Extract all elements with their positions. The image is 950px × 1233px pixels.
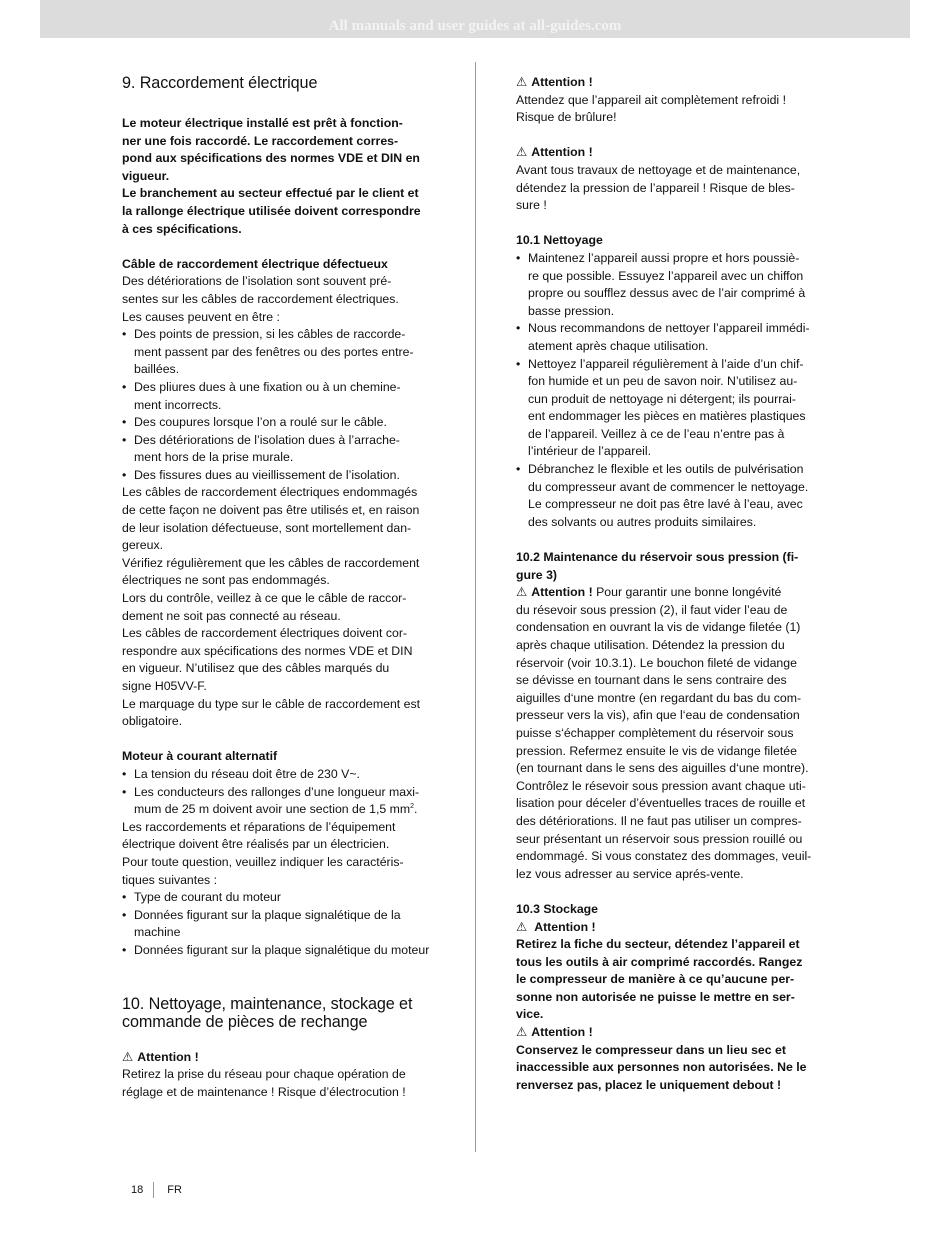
text-line: signe H05VV-F. bbox=[122, 679, 207, 693]
cable-bullets bbox=[122, 326, 440, 484]
list-item-line: • Nous recommandons de nettoyer l’appareil immédi- bbox=[528, 321, 810, 336]
section-10-2-first-line: ⚠ Attention ! Pour garantir une bonne longévité bbox=[516, 585, 782, 600]
motor-bullets bbox=[122, 889, 440, 959]
text-line: dement ne soit pas connecté au réseau. bbox=[122, 608, 341, 623]
text-line: réservoir (voir 10.3.1). Le bouchon fileté de vidange bbox=[516, 655, 797, 670]
page-footer bbox=[131, 1182, 182, 1198]
list-item-line: fon humide et un peu de savon noir. N’utilisez au- bbox=[528, 374, 798, 389]
text-line: vice. bbox=[516, 1007, 544, 1022]
list-item-line: ment hors de la prise murale. bbox=[134, 450, 294, 465]
text-line: Les raccordements et réparations de l’équipement bbox=[122, 819, 396, 834]
warning-icon: ⚠ bbox=[516, 75, 528, 89]
text-line: Conservez le compresseur dans un lieu sec et bbox=[516, 1042, 786, 1057]
section-10-heading: 10. Nettoyage, maintenance, stockage et commande de pièces de rechange bbox=[122, 994, 413, 1031]
text-line: Vérifiez régulièrement que les câbles de raccordement bbox=[122, 555, 420, 570]
cable-after bbox=[122, 484, 440, 730]
text-line: (en tournant dans le sens des aiguilles d‘une montre). bbox=[516, 761, 809, 776]
list-item: • La tension du réseau doit être de 230 V~. bbox=[122, 766, 440, 784]
cleaning-bullets bbox=[516, 250, 826, 532]
text-line: Contrôlez le résevoir sous pression avant chaque uti- bbox=[516, 778, 806, 793]
text-line: inaccessible aux personnes non autorisées. Ne le bbox=[516, 1060, 807, 1075]
intro-bold bbox=[122, 115, 440, 238]
text-line: lisation pour déceler d’éventuelles traces de rouille et bbox=[516, 796, 806, 811]
text-line: endommagé. Si vous constatez des dommages, veuil- bbox=[516, 849, 812, 864]
list-item-line: ment incorrects. bbox=[134, 397, 222, 412]
attention-label: ⚠ Attention ! bbox=[516, 75, 593, 89]
section-10-2-body bbox=[516, 602, 826, 884]
list-item-line: machine bbox=[134, 925, 181, 940]
list-item bbox=[122, 379, 440, 414]
text-line: des détériorations. Il ne faut pas utiliser un compres- bbox=[516, 813, 802, 828]
list-item-line: du compresseur avant de commencer le nettoyage. bbox=[528, 479, 809, 494]
attention-label: ⚠ Attention ! bbox=[516, 1025, 593, 1040]
list-item-line: • Données figurant sur la plaque signalétique du moteur bbox=[134, 942, 430, 957]
text-line: Des détériorations de l’isolation sont souvent pré- bbox=[122, 274, 392, 289]
text-line: Risque de brûlure! bbox=[516, 110, 617, 125]
cable-intro bbox=[122, 273, 440, 326]
list-item-line: • Débranchez le flexible et les outils de pulvérisation bbox=[528, 462, 804, 477]
motor-title: Moteur à courant alternatif bbox=[122, 749, 278, 764]
section-9-heading: 9. Raccordement électrique bbox=[122, 74, 318, 92]
list-item bbox=[122, 467, 440, 485]
text-line: Le moteur électrique installé est prêt à fonction- bbox=[122, 116, 403, 130]
text-line: Attendez que l’appareil ait complètement refroidi ! bbox=[516, 92, 786, 107]
text-line: du résevoir sous pression (2), il faut vider l’eau de bbox=[516, 602, 788, 617]
list-item-line: basse pression. bbox=[528, 303, 615, 318]
left-column bbox=[122, 74, 440, 1101]
list-item bbox=[122, 907, 440, 942]
text-line: Retirez la prise du réseau pour chaque opération de bbox=[122, 1067, 406, 1082]
text-line: aiguilles d‘une montre (en regardant du bas du com- bbox=[516, 690, 802, 705]
list-item-line: • Maintenez l’appareil aussi propre et hors poussiè- bbox=[528, 250, 800, 265]
list-item-line: propre ou soufflez dessus avec de l’air comprimé à bbox=[528, 286, 806, 301]
text-line: Pour toute question, veuillez indiquer les caractéris- bbox=[122, 854, 404, 869]
text-line: condensation en ouvrant la vis de vidange filetée (1) bbox=[516, 620, 801, 635]
page-number: 18 bbox=[131, 1184, 144, 1196]
cable-title: Câble de raccordement électrique défectueux bbox=[122, 256, 388, 271]
list-item-line: • Des coupures lorsque l’on a roulé sur le câble. bbox=[134, 415, 387, 430]
text-line: 10.2 Maintenance du réservoir sous pression (fi- bbox=[516, 550, 799, 565]
list-item bbox=[122, 942, 440, 960]
text-line: ner une fois raccordé. Le raccordement corres- bbox=[122, 133, 399, 148]
motor-voltage-bullets bbox=[122, 766, 440, 819]
list-item bbox=[516, 250, 826, 320]
list-item-line: • Des points de pression, si les câbles de raccorde- bbox=[134, 327, 406, 342]
text-line: pond aux spécifications des normes VDE et DIN en bbox=[122, 151, 420, 166]
text-line: réglage et de maintenance ! Risque d’électrocution ! bbox=[122, 1084, 406, 1099]
text-line: sonne non autorisée ne puisse le mettre en ser- bbox=[516, 989, 795, 1004]
warning-icon: ⚠ bbox=[516, 1025, 528, 1040]
text-line: presseur vers la vis), afin que l‘eau de condensation bbox=[516, 708, 800, 723]
list-item-line: • Des fissures dues au vieillissement de l’isolation. bbox=[134, 467, 400, 482]
warn-burn bbox=[516, 92, 826, 127]
list-item bbox=[122, 326, 440, 379]
warn-pressure bbox=[516, 162, 826, 215]
list-item-line: Le compresseur ne doit pas être lavé à l’eau, avec bbox=[528, 497, 803, 512]
text-line: Le branchement au secteur effectué par le client et bbox=[122, 186, 419, 201]
text-line: Les câbles de raccordement électriques endommagés bbox=[122, 485, 418, 500]
text-line: détendez la pression de l’appareil ! Risque de bles- bbox=[516, 180, 795, 195]
text-line: puisse s‘échapper complètement du réservoir sous bbox=[516, 725, 794, 740]
right-column bbox=[516, 74, 826, 1094]
text-line: Le marquage du type sur le câble de raccordement est bbox=[122, 696, 421, 711]
attention-text bbox=[122, 1066, 440, 1101]
text-line: Les câbles de raccordement électriques doivent cor- bbox=[122, 626, 408, 641]
warning-icon: ⚠ bbox=[516, 585, 528, 600]
text-line: respondre aux spécifications des normes VDE et DIN bbox=[122, 643, 413, 658]
list-item-line: des solvants ou autres produits similaires. bbox=[528, 514, 757, 529]
text-line: lez vous adresser au service aprés-vente. bbox=[516, 866, 744, 881]
list-item-line: re que possible. Essuyez l’appareil avec un chiffon bbox=[528, 268, 804, 283]
text-line: gereux. bbox=[122, 538, 164, 553]
text-line: la rallonge électrique utilisée doivent correspondre bbox=[122, 203, 421, 218]
list-item bbox=[516, 320, 826, 355]
text-line: tous les outils à air comprimé raccordés. Rangez bbox=[516, 954, 803, 969]
list-item-line: • Données figurant sur la plaque signalétique de la bbox=[134, 907, 401, 922]
list-item bbox=[122, 889, 440, 907]
text-line: de leur isolation défectueuse, sont mortellement dan- bbox=[122, 520, 412, 535]
list-item-line: • Des pliures dues à une fixation ou à un chemine- bbox=[134, 379, 401, 394]
text-line: vigueur. bbox=[122, 168, 170, 183]
text-line: sure ! bbox=[516, 198, 547, 213]
list-item-line: de l’appareil. Veillez à ce de l’eau n’entre pas à bbox=[528, 426, 785, 441]
text-line: obligatoire. bbox=[122, 714, 183, 729]
attention-label: ⚠ Attention ! bbox=[516, 919, 596, 934]
list-item bbox=[516, 356, 826, 462]
warning-icon: ⚠ bbox=[122, 1049, 134, 1064]
section-10-2-title bbox=[516, 549, 826, 584]
section-10-1-title: 10.1 Nettoyage bbox=[516, 233, 603, 248]
list-item-line: l’intérieur de l’appareil. bbox=[528, 444, 652, 459]
list-item: • Les conducteurs des rallonges d’une longueur maxi- mum de 25 m doivent avoir une section de 1,5 $mm^2$. bbox=[122, 784, 440, 819]
text-line: Lors du contrôle, veillez à ce que le câble de raccor- bbox=[122, 591, 407, 606]
column-divider bbox=[475, 62, 476, 1152]
text-line: Les causes peuvent en être : bbox=[122, 309, 280, 324]
text-line: électrique doivent être réalisés par un électricien. bbox=[122, 837, 390, 852]
storage-warning-2 bbox=[516, 1042, 826, 1095]
text-line: le compresseur de manière à ce qu’aucune per- bbox=[516, 972, 795, 987]
attention-label: ⚠ Attention ! bbox=[122, 1049, 199, 1064]
text-line: gure 3) bbox=[516, 567, 557, 582]
storage-warning-1 bbox=[516, 936, 826, 1024]
text-line: électriques ne sont pas endommagés. bbox=[122, 573, 330, 588]
text-line: tiques suivantes : bbox=[122, 872, 218, 887]
text-line: Avant tous travaux de nettoyage et de maintenance, bbox=[516, 162, 801, 177]
text-line: de cette façon ne doivent pas être utilisés et, en raison bbox=[122, 503, 420, 518]
motor-after bbox=[122, 819, 440, 889]
language-code: FR bbox=[167, 1184, 182, 1196]
warning-icon: ⚠ bbox=[516, 919, 528, 934]
text-line: renversez pas, placez le uniquement debout ! bbox=[516, 1077, 782, 1092]
list-item-line: cun produit de nettoyage ni détergent; ils pourrai- bbox=[528, 391, 796, 406]
list-item bbox=[122, 414, 440, 432]
list-item-line: • Des détériorations de l’isolation dues à l’arrache- bbox=[134, 432, 400, 447]
text-line: après chaque utilisation. Détendez la pression du bbox=[516, 638, 785, 652]
list-item bbox=[122, 432, 440, 467]
list-item-line: ment passent par des fenêtres ou des portes entre- bbox=[134, 344, 414, 359]
section-10-3-title: 10.3 Stockage bbox=[516, 901, 599, 916]
text-line: se dévisse en tournant dans le sens contraire des bbox=[516, 673, 787, 688]
footer-separator bbox=[153, 1182, 154, 1198]
list-item-line: • Nettoyez l’appareil régulièrement à l’aide d’un chif- bbox=[528, 356, 804, 371]
text-line: en vigueur. N’utilisez que des câbles marqués du bbox=[122, 661, 390, 676]
attention-label: ⚠ Attention ! bbox=[516, 145, 593, 160]
list-item bbox=[516, 461, 826, 531]
text-line: Retirez la fiche du secteur, détendez l’appareil et bbox=[516, 937, 800, 952]
list-item-line: ent endommager les pièces en matières plastiques bbox=[528, 409, 806, 424]
text-line: sentes sur les câbles de raccordement électriques. bbox=[122, 291, 399, 306]
text-line: seur présentant un réservoir sous pression rouillé ou bbox=[516, 831, 803, 846]
text-line: pression. Refermez ensuite le vis de vidange filetée bbox=[516, 743, 797, 758]
text-line: à ces spécifications. bbox=[122, 221, 242, 236]
watermark-banner: All manuals and user guides at all-guides.com bbox=[40, 0, 910, 38]
list-item-line: atement après chaque utilisation. bbox=[528, 338, 709, 353]
list-item-line: baillées. bbox=[134, 362, 180, 377]
list-item-line: • Type de courant du moteur bbox=[134, 890, 281, 905]
warning-icon: ⚠ bbox=[516, 145, 528, 160]
